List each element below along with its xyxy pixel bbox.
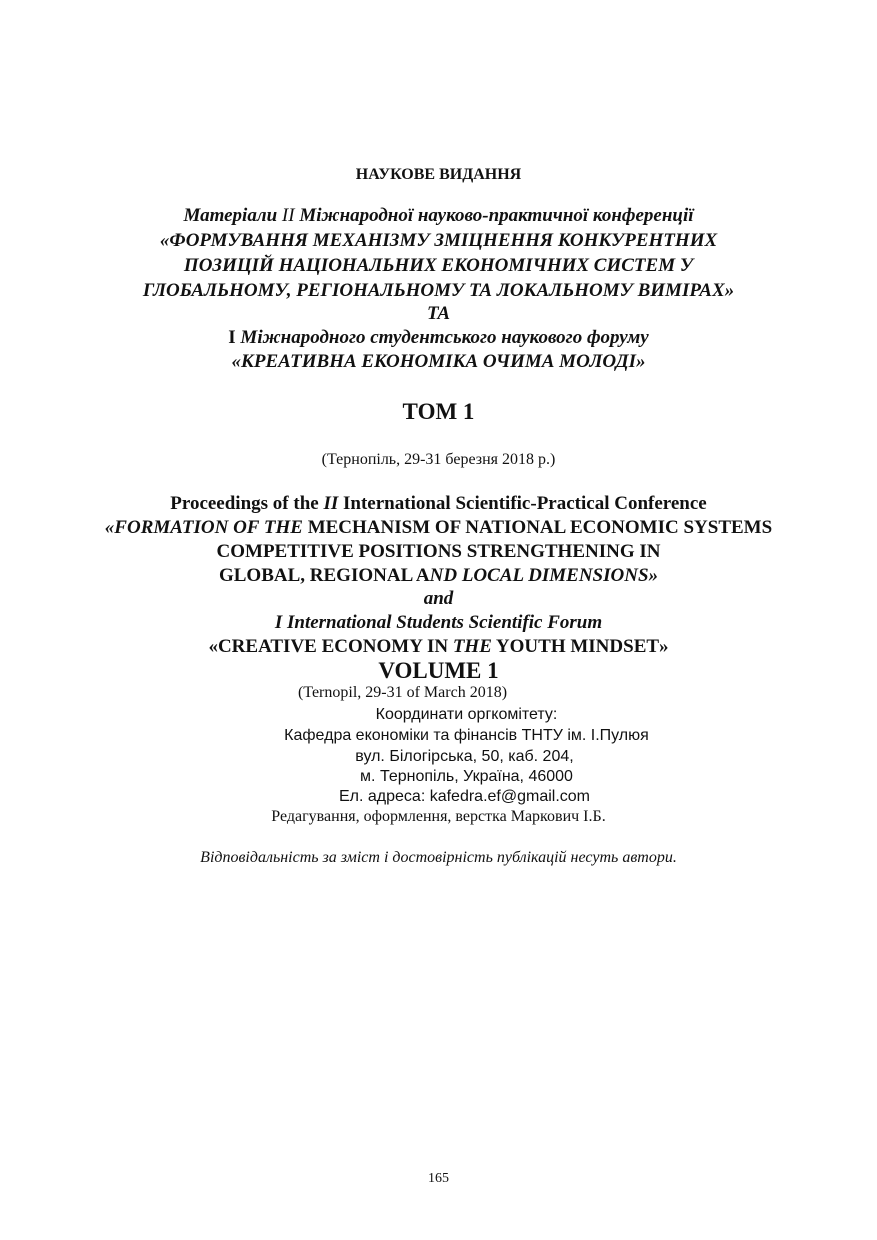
english-forum-title [0, 637, 877, 656]
english-title-3-italic: ND LOCAL DIMENSIONS» [429, 565, 659, 586]
place-date-eng: (Ternopil, 29-31 of March 2018) [297, 684, 508, 701]
forum-intro-text: Міжнародного студентського наукового форуму [240, 327, 649, 348]
proceedings-prefix: Proceedings of the [170, 493, 324, 514]
conference-intro-line [0, 206, 877, 225]
english-title-line-2: COMPETITIVE POSITIONS STRENGTHENING IN [216, 541, 661, 562]
place-date-ukr: (Тернопіль, 29-31 березня 2018 р.) [321, 451, 556, 468]
proceedings-number: II [323, 493, 339, 514]
contacts-department: Кафедра економіки та фінансів ТНТУ ім. І.Пулюя [284, 727, 649, 744]
contacts-street: вул. Білогірська, 50, каб. 204, [355, 748, 574, 765]
english-title-line-1 [0, 518, 877, 537]
publication-type-heading: НАУКОВЕ ВИДАННЯ [355, 166, 522, 183]
english-title-roman-part: MECHANISM OF NATIONAL ECONOMIC SYSTEMS [302, 517, 773, 538]
forum-intro-number: І [228, 327, 241, 348]
contacts-email: Ел. адреса: kafedra.ef@gmail.com [338, 788, 591, 805]
conjunction-and: and [423, 588, 454, 609]
forum-intro-line [0, 328, 877, 347]
english-forum-title-c: YOUTH MINDSET» [491, 636, 669, 657]
conference-intro-rest: Міжнародної науково-практичної конференції [299, 205, 694, 226]
conference-title-line-1: «ФОРМУВАННЯ МЕХАНІЗМУ ЗМІЦНЕННЯ КОНКУРЕНТНИХ [159, 230, 718, 251]
conference-title-line-3: ГЛОБАЛЬНОМУ, РЕГІОНАЛЬНОМУ ТА ЛОКАЛЬНОМУ ВИМІРАХ» [142, 280, 735, 301]
volume-heading-ukr: ТОМ 1 [402, 399, 475, 424]
proceedings-line [0, 494, 877, 513]
english-forum-intro: I International Students Scientific Forum [274, 612, 603, 633]
editing-credits: Редагування, оформлення, верстка Маркович І.Б. [271, 808, 606, 825]
conjunction-ta: ТА [426, 303, 451, 324]
responsibility-disclaimer: Відповідальність за зміст і достовірність публікацій несуть автори. [200, 849, 677, 866]
conference-title-line-2: ПОЗИЦІЙ НАЦІОНАЛЬНИХ ЕКОНОМІЧНИХ СИСТЕМ У [183, 255, 694, 276]
conference-intro-number: ІІ [281, 205, 300, 226]
page-number: 165 [428, 1171, 449, 1186]
english-title-italic-part: «FORMATION OF THE [104, 517, 303, 538]
english-forum-title-a: «CREATIVE ECONOMY IN [208, 636, 453, 657]
contacts-heading: Координати оргкомітету: [375, 706, 558, 723]
english-title-3-roman: GLOBAL, REGIONAL A [218, 565, 430, 586]
proceedings-rest: International Scientific-Practical Conference [338, 493, 707, 514]
conference-intro-prefix: Матеріали [183, 205, 282, 226]
contacts-city: м. Тернопіль, Україна, 46000 [360, 768, 573, 785]
volume-heading-eng: VOLUME 1 [378, 658, 499, 683]
forum-title: «КРЕАТИВНА ЕКОНОМІКА ОЧИМА МОЛОДІ» [231, 351, 646, 372]
english-forum-title-b: THE [452, 636, 492, 657]
english-title-line-3 [0, 566, 877, 585]
